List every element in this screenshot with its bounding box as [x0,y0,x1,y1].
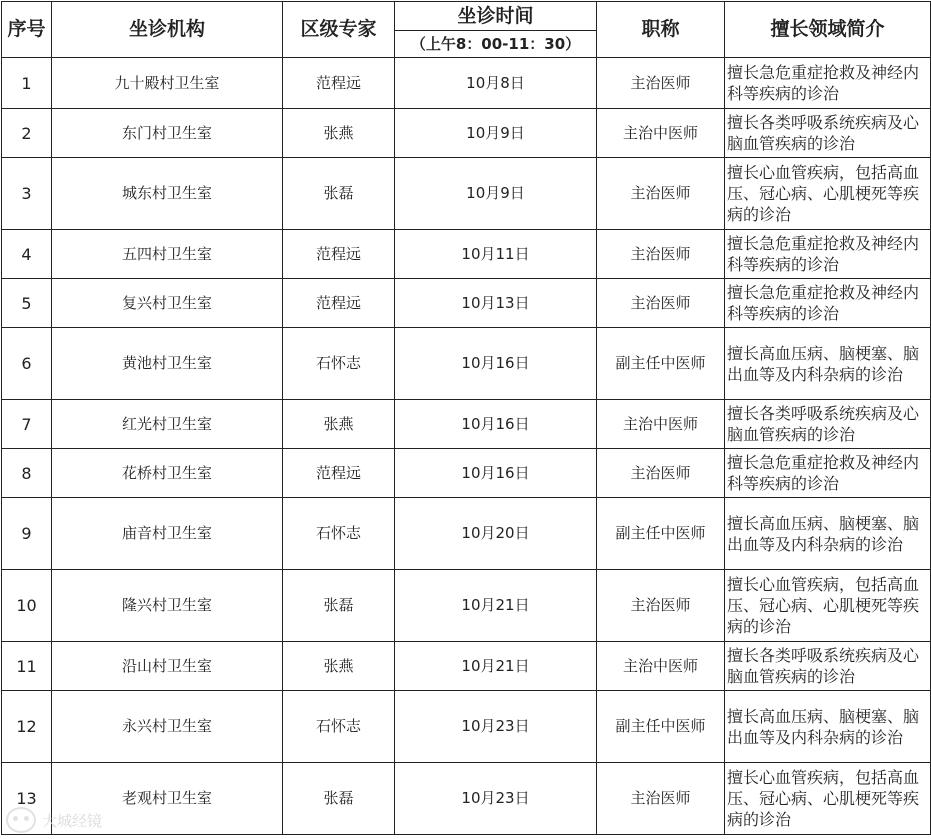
cell-specialty: 擅长各类呼吸系统疾病及心脑血管疾病的诊治 [725,400,931,449]
cell-institution: 城东村卫生室 [52,158,283,230]
cell-index: 5 [2,279,52,328]
cell-institution: 沿山村卫生室 [52,642,283,691]
cell-specialty: 擅长急危重症抢救及神经内科等疾病的诊治 [725,449,931,498]
cell-institution: 老观村卫生室 [52,763,283,835]
cell-index: 6 [2,328,52,400]
cell-index: 1 [2,58,52,109]
table-body [2,58,931,835]
cell-institution: 红光村卫生室 [52,400,283,449]
cell-title: 主治医师 [597,449,725,498]
header-expert: 区级专家 [283,2,395,58]
cell-title: 主治医师 [597,763,725,835]
cell-index: 12 [2,691,52,763]
cell-institution: 五四村卫生室 [52,230,283,279]
cell-date: 10月16日 [395,328,597,400]
cell-specialty: 擅长心血管疾病，包括高血压、冠心病、心肌梗死等疾病的诊治 [725,763,931,835]
cell-specialty: 擅长急危重症抢救及神经内科等疾病的诊治 [725,58,931,109]
cell-title: 主治医师 [597,158,725,230]
cell-index: 9 [2,498,52,570]
watermark-text: 大城经镜 [42,811,103,830]
table-row [2,498,931,570]
cell-index: 2 [2,109,52,158]
cell-index: 8 [2,449,52,498]
cell-specialty: 擅长心血管疾病，包括高血压、冠心病、心肌梗死等疾病的诊治 [725,158,931,230]
table-row [2,691,931,763]
cell-expert: 张磊 [283,763,395,835]
cell-institution: 九十殿村卫生室 [52,58,283,109]
cell-institution: 复兴村卫生室 [52,279,283,328]
cell-expert: 石怀志 [283,691,395,763]
cell-institution: 永兴村卫生室 [52,691,283,763]
cell-title: 主治医师 [597,279,725,328]
cell-specialty: 擅长高血压病、脑梗塞、脑出血等及内科杂病的诊治 [725,498,931,570]
cell-title: 副主任中医师 [597,498,725,570]
schedule-table [1,1,931,835]
cell-institution: 隆兴村卫生室 [52,570,283,642]
cell-title: 主治中医师 [597,642,725,691]
cell-date: 10月20日 [395,498,597,570]
cell-date: 10月16日 [395,449,597,498]
cell-institution: 庙音村卫生室 [52,498,283,570]
cell-institution: 东门村卫生室 [52,109,283,158]
cell-date: 10月23日 [395,691,597,763]
header-title: 职称 [597,2,725,58]
cell-expert: 张磊 [283,570,395,642]
cell-index: 13 [2,763,52,835]
table-row [2,570,931,642]
watermark [6,807,102,833]
table-row [2,230,931,279]
table-row [2,642,931,691]
cell-title: 主治中医师 [597,109,725,158]
cell-institution: 花桥村卫生室 [52,449,283,498]
cell-title: 副主任中医师 [597,328,725,400]
cell-date: 10月23日 [395,763,597,835]
cell-date: 10月21日 [395,642,597,691]
cell-date: 10月21日 [395,570,597,642]
cell-date: 10月9日 [395,158,597,230]
cell-index: 11 [2,642,52,691]
cell-expert: 张燕 [283,400,395,449]
cell-expert: 范程远 [283,230,395,279]
table-row [2,763,931,835]
cell-date: 10月11日 [395,230,597,279]
table-row [2,58,931,109]
header-institution: 坐诊机构 [52,2,283,58]
cell-specialty: 擅长高血压病、脑梗塞、脑出血等及内科杂病的诊治 [725,691,931,763]
cell-date: 10月13日 [395,279,597,328]
header-specialty: 擅长领域简介 [725,2,931,58]
cell-specialty: 擅长各类呼吸系统疾病及心脑血管疾病的诊治 [725,109,931,158]
cell-expert: 范程远 [283,449,395,498]
cell-title: 副主任中医师 [597,691,725,763]
cell-date: 10月16日 [395,400,597,449]
cell-expert: 范程远 [283,279,395,328]
header-time-sub: （上午8：00-11：30） [395,31,597,58]
cell-specialty: 擅长心血管疾病，包括高血压、冠心病、心肌梗死等疾病的诊治 [725,570,931,642]
cell-index: 10 [2,570,52,642]
header-time: 坐诊时间 [395,2,597,31]
cell-specialty: 擅长急危重症抢救及神经内科等疾病的诊治 [725,279,931,328]
table-row [2,158,931,230]
cell-title: 主治中医师 [597,400,725,449]
cell-expert: 张燕 [283,109,395,158]
cell-expert: 范程远 [283,58,395,109]
cell-institution: 黄池村卫生室 [52,328,283,400]
cell-expert: 石怀志 [283,498,395,570]
cell-index: 4 [2,230,52,279]
cell-expert: 张磊 [283,158,395,230]
cell-expert: 石怀志 [283,328,395,400]
table-row [2,400,931,449]
cell-title: 主治医师 [597,570,725,642]
table-row [2,279,931,328]
cell-title: 主治医师 [597,58,725,109]
watermark-logo-icon [6,807,36,833]
cell-date: 10月8日 [395,58,597,109]
cell-title: 主治医师 [597,230,725,279]
cell-index: 7 [2,400,52,449]
cell-specialty: 擅长高血压病、脑梗塞、脑出血等及内科杂病的诊治 [725,328,931,400]
cell-specialty: 擅长各类呼吸系统疾病及心脑血管疾病的诊治 [725,642,931,691]
cell-specialty: 擅长急危重症抢救及神经内科等疾病的诊治 [725,230,931,279]
table-row [2,328,931,400]
table-row [2,109,931,158]
cell-date: 10月9日 [395,109,597,158]
cell-index: 3 [2,158,52,230]
cell-expert: 张燕 [283,642,395,691]
table-row [2,449,931,498]
header-index: 序号 [2,2,52,58]
